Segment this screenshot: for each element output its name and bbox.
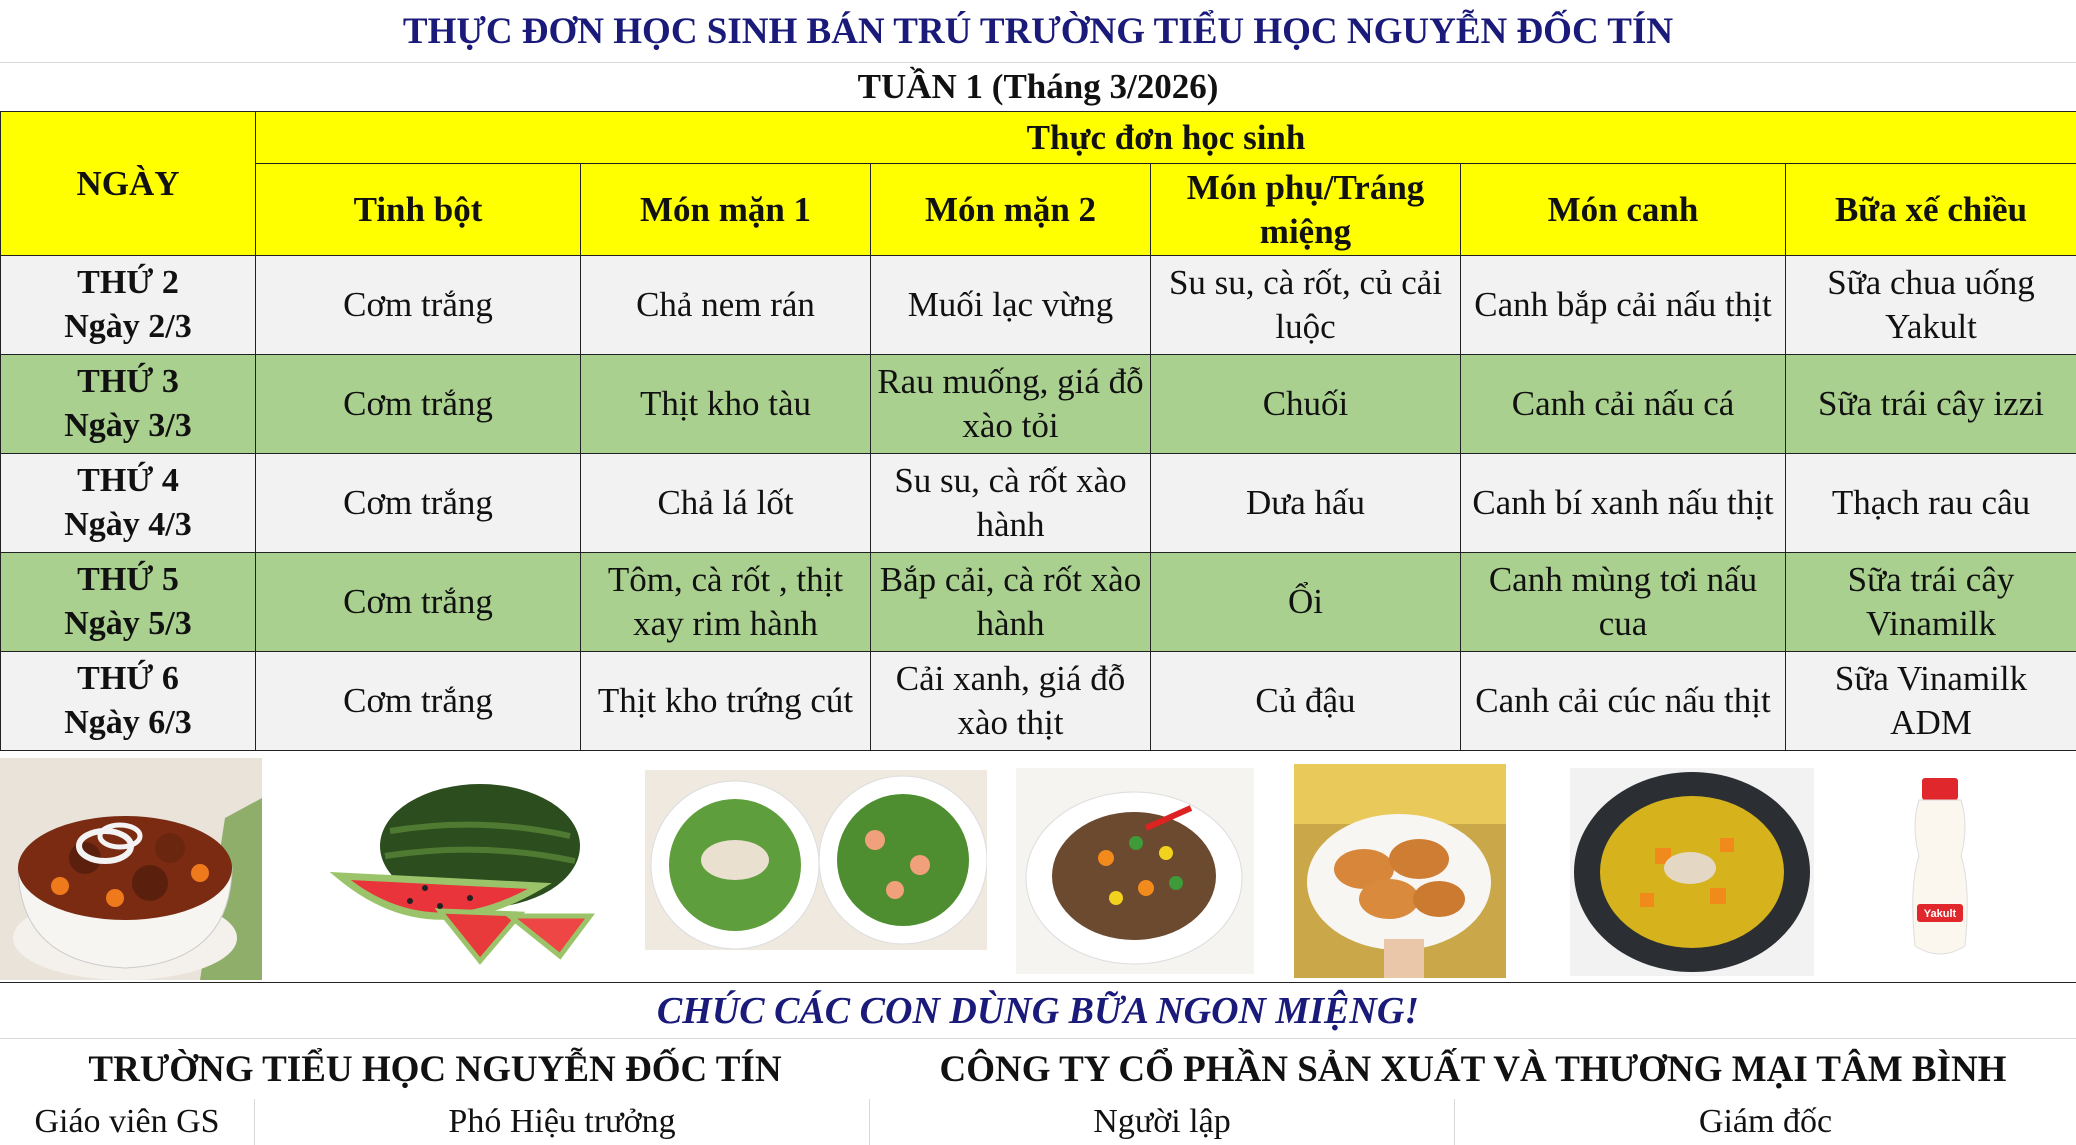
menu-cell: Cơm trắng — [256, 355, 581, 454]
watermelon-photo — [330, 776, 600, 971]
day-cell: THỨ 3 Ngày 3/3 — [1, 355, 256, 454]
column-header: Món phụ/Tráng miệng — [1151, 164, 1461, 256]
menu-cell: Chả lá lốt — [581, 454, 871, 553]
teacher-signature-label: Giáo viên GS — [0, 1099, 255, 1145]
table-row — [1, 355, 2076, 454]
menu-cell: Cải xanh, giá đỗ xào thịt — [871, 652, 1151, 751]
menu-cell: Canh bắp cải nấu thịt — [1461, 256, 1786, 355]
menu-cell: Thịt kho trứng cút — [581, 652, 871, 751]
week-subtitle: TUẦN 1 (Tháng 3/2026) — [857, 67, 1219, 106]
menu-cell: Sữa Vinamilk ADM — [1786, 652, 2076, 751]
pumpkin-soup-photo — [1570, 768, 1814, 976]
table-row — [1, 553, 2076, 652]
menu-cell: Ổi — [1151, 553, 1461, 652]
vice-principal-signature-label: Phó Hiệu trưởng — [255, 1099, 870, 1145]
vegetable-dish-photo — [645, 770, 987, 950]
menu-group-header: Thực đơn học sinh — [256, 112, 2076, 164]
table-row — [1, 256, 2076, 355]
menu-cell: Canh mùng tơi nấu cua — [1461, 553, 1786, 652]
menu-cell: Cơm trắng — [256, 652, 581, 751]
page-title: THỰC ĐƠN HỌC SINH BÁN TRÚ TRƯỜNG TIỂU HỌC NGUYỄN ĐỐC TÍN — [0, 0, 2076, 63]
signature-roles — [0, 1099, 2076, 1145]
menu-cell: Cơm trắng — [256, 256, 581, 355]
menu-cell: Sữa chua uống Yakult — [1786, 256, 2076, 355]
column-header: Món mặn 1 — [581, 164, 871, 256]
school-name: TRƯỜNG TIỂU HỌC NGUYỄN ĐỐC TÍN — [88, 1048, 782, 1090]
braised-pork-photo — [0, 758, 262, 980]
day-cell: THỨ 6 Ngày 6/3 — [1, 652, 256, 751]
column-header: Món mặn 2 — [871, 164, 1151, 256]
menu-cell: Sữa trái cây izzi — [1786, 355, 2076, 454]
day-column-header: NGÀY — [1, 112, 256, 256]
table-row — [1, 652, 2076, 751]
menu-cell: Cơm trắng — [256, 553, 581, 652]
signature-headings — [0, 1039, 2076, 1099]
menu-cell: Canh cải nấu cá — [1461, 355, 1786, 454]
menu-cell: Bắp cải, cà rốt xào hành — [871, 553, 1151, 652]
stir-fry-photo — [1016, 768, 1254, 974]
menu-cell: Thịt kho tàu — [581, 355, 871, 454]
yakult-bottle-photo — [1905, 776, 1975, 966]
menu-cell: Sữa trái cây Vinamilk — [1786, 553, 2076, 652]
menu-cell: Rau muống, giá đỗ xào tỏi — [871, 355, 1151, 454]
preparer-signature-label: Người lập — [870, 1099, 1455, 1145]
menu-cell: Cơm trắng — [256, 454, 581, 553]
column-header: Bữa xế chiều — [1786, 164, 2076, 256]
menu-cell: Chả nem rán — [581, 256, 871, 355]
menu-cell: Thạch rau câu — [1786, 454, 2076, 553]
menu-cell: Dưa hấu — [1151, 454, 1461, 553]
food-photo-strip — [0, 756, 2076, 983]
day-cell: THỨ 5 Ngày 5/3 — [1, 553, 256, 652]
menu-cell: Tôm, cà rốt , thịt xay rim hành — [581, 553, 871, 652]
menu-cell: Canh bí xanh nấu thịt — [1461, 454, 1786, 553]
day-cell: THỨ 4 Ngày 4/3 — [1, 454, 256, 553]
column-header: Tinh bột — [256, 164, 581, 256]
table-row — [1, 454, 2076, 553]
menu-cell: Chuối — [1151, 355, 1461, 454]
menu-cell: Su su, cà rốt, củ cải luộc — [1151, 256, 1461, 355]
menu-cell: Su su, cà rốt xào hành — [871, 454, 1151, 553]
menu-cell: Muối lạc vừng — [871, 256, 1151, 355]
menu-table — [0, 111, 2076, 751]
director-signature-label: Giám đốc — [1698, 1103, 1833, 1140]
fried-meat-rolls-photo — [1294, 764, 1506, 978]
day-cell: THỨ 2 Ngày 2/3 — [1, 256, 256, 355]
menu-cell: Canh cải cúc nấu thịt — [1461, 652, 1786, 751]
company-name: CÔNG TY CỔ PHẦN SẢN XUẤT VÀ THƯƠNG MẠI TÂM BÌNH — [939, 1048, 2007, 1090]
yakult-label-text: Yakult — [1923, 908, 1957, 920]
greeting-text: CHÚC CÁC CON DÙNG BỮA NGON MIỆNG! — [0, 983, 2076, 1039]
column-header: Món canh — [1461, 164, 1786, 256]
menu-cell: Củ đậu — [1151, 652, 1461, 751]
